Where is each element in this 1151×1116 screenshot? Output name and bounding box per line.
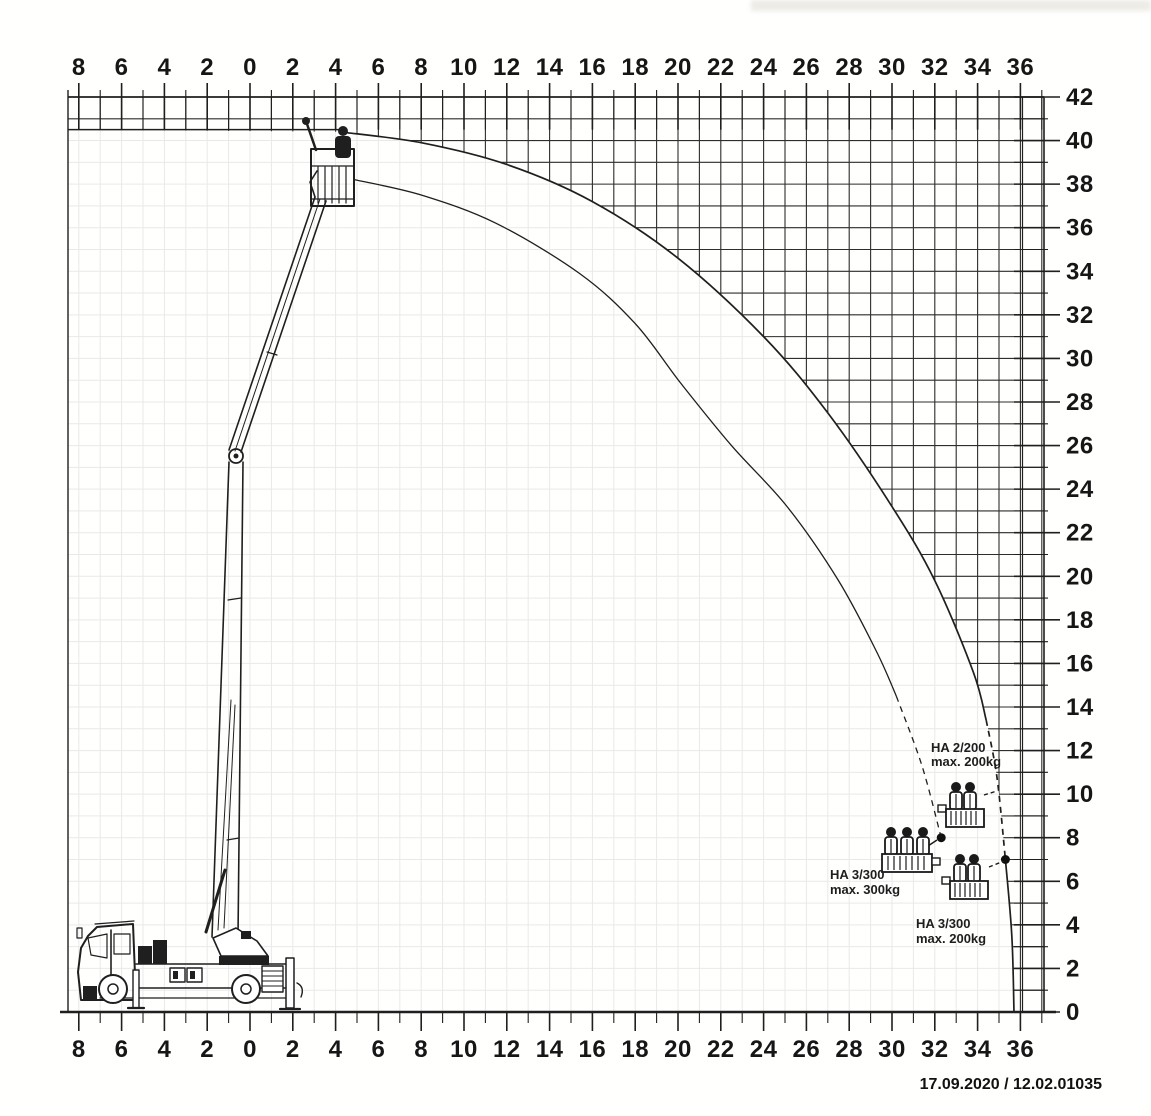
top-axis-label: 32 <box>920 54 949 81</box>
footer-date: 17.09.2020 / 12.02.01035 <box>919 1076 1102 1093</box>
bottom-axis-label: 4 <box>328 1036 343 1063</box>
label-ha3-200-max: max. 200kg <box>916 931 987 946</box>
turret-pedestal <box>213 928 269 965</box>
right-axis-label: 2 <box>1066 955 1080 983</box>
bottom-axis-label: 14 <box>535 1036 564 1063</box>
bottom-axis-label: 8 <box>71 1036 86 1063</box>
right-axis-label: 26 <box>1066 432 1094 460</box>
top-axis-label: 34 <box>963 54 992 81</box>
top-axis-label: 2 <box>200 54 215 81</box>
top-axis-label: 6 <box>371 54 386 81</box>
lift-cylinder <box>206 870 225 932</box>
operator-figure <box>338 126 348 136</box>
scan-artifact-strip <box>751 0 1151 11</box>
top-axis-label: 8 <box>71 54 86 81</box>
bottom-axis-label: 22 <box>706 1036 735 1063</box>
label-ha3-300: HA 3/300 <box>830 867 885 882</box>
mirror <box>77 928 82 938</box>
bottom-axis-label: 34 <box>963 1036 992 1063</box>
bottom-axis-label: 26 <box>792 1036 821 1063</box>
top-axis-label: 20 <box>664 54 692 81</box>
top-axis-label: 8 <box>414 54 429 81</box>
top-axis-label: 0 <box>243 54 257 81</box>
bottom-axis-label: 30 <box>878 1036 906 1063</box>
envelope-endpoint-dot <box>1001 855 1010 864</box>
basket-icon-ha3-200kg <box>942 854 988 899</box>
top-axis-label: 24 <box>749 54 778 81</box>
right-axis-label: 36 <box>1066 214 1094 242</box>
top-axis-label: 12 <box>492 54 521 81</box>
label-ha3-200: HA 3/300 <box>916 916 971 931</box>
bottom-axis-label: 8 <box>414 1036 429 1063</box>
right-axis-label: 32 <box>1066 301 1094 329</box>
envelope-curve-outer_dashed <box>986 720 1005 859</box>
ribbed-box <box>262 966 283 992</box>
bottom-axis-label: 2 <box>285 1036 300 1063</box>
right-axis-label: 28 <box>1066 388 1094 416</box>
top-axis-label: 4 <box>157 54 172 81</box>
right-axis-label: 24 <box>1066 476 1094 504</box>
top-axis-label: 18 <box>621 54 650 81</box>
bottom-axis-label: 16 <box>578 1036 607 1063</box>
top-axis-label: 26 <box>792 54 821 81</box>
top-axis-label: 6 <box>114 54 129 81</box>
top-axis-label: 14 <box>535 54 564 81</box>
boom-upper-section <box>229 171 326 452</box>
boom-lower-section <box>206 462 243 937</box>
top-axis-label: 28 <box>835 54 864 81</box>
bottom-axis-label: 2 <box>200 1036 215 1063</box>
envelope-curve-outer_solid <box>340 132 986 720</box>
right-axis-label: 30 <box>1066 345 1094 373</box>
axis-frame <box>60 90 1056 1012</box>
bottom-axis-label: 20 <box>664 1036 692 1063</box>
right-axis-label: 38 <box>1066 171 1094 199</box>
right-axis-label: 42 <box>1066 83 1094 111</box>
bottom-axis-label: 6 <box>371 1036 386 1063</box>
right-axis-label: 20 <box>1066 563 1094 591</box>
bottom-axis-label: 18 <box>621 1036 650 1063</box>
right-axis-label: 12 <box>1066 737 1094 765</box>
top-axis-label: 4 <box>328 54 343 81</box>
right-axis-label: 14 <box>1066 693 1094 721</box>
top-axis-label: 36 <box>1006 54 1035 81</box>
right-axis-label: 6 <box>1066 868 1080 896</box>
bottom-axis-label: 6 <box>114 1036 129 1063</box>
rear-wheel <box>232 975 260 1003</box>
right-axis-label: 8 <box>1066 824 1080 852</box>
bottom-axis-label: 24 <box>749 1036 778 1063</box>
right-axis-label: 40 <box>1066 127 1094 155</box>
truck-drawing <box>77 117 354 1009</box>
right-axis-label: 16 <box>1066 650 1094 678</box>
bottom-axis-label: 32 <box>920 1036 949 1063</box>
label-ha2-200: HA 2/200 <box>931 740 986 755</box>
envelope-endpoint-dot <box>937 833 946 842</box>
top-axis-label: 30 <box>878 54 906 81</box>
label-ha2-200-max: max. 200kg <box>931 754 1002 769</box>
right-axis-label: 4 <box>1066 911 1080 939</box>
right-axis-label: 18 <box>1066 606 1094 634</box>
basket-icon-ha3-300kg <box>882 827 940 872</box>
bottom-axis-label: 0 <box>243 1036 257 1063</box>
bottom-axis-label: 36 <box>1006 1036 1035 1063</box>
bottom-axis-label: 12 <box>492 1036 521 1063</box>
right-axis-label: 10 <box>1066 781 1094 809</box>
top-axis-label: 22 <box>706 54 735 81</box>
top-axis-label: 10 <box>450 54 478 81</box>
front-wheel <box>99 975 127 1003</box>
bottom-axis-label: 4 <box>157 1036 172 1063</box>
right-axis-label: 22 <box>1066 519 1094 547</box>
top-axis-label: 16 <box>578 54 607 81</box>
right-axis-label: 0 <box>1066 999 1080 1026</box>
label-ha3-300-max: max. 300kg <box>830 882 901 897</box>
bottom-axis-label: 10 <box>450 1036 478 1063</box>
right-axis-label: 34 <box>1066 258 1094 286</box>
top-axis-label: 2 <box>285 54 300 81</box>
load-case-labels <box>830 740 1001 946</box>
envelope-curve-outer_tail <box>1005 860 1014 1013</box>
envelope-curve-inner_solid <box>355 180 896 696</box>
bottom-axis-label: 28 <box>835 1036 864 1063</box>
